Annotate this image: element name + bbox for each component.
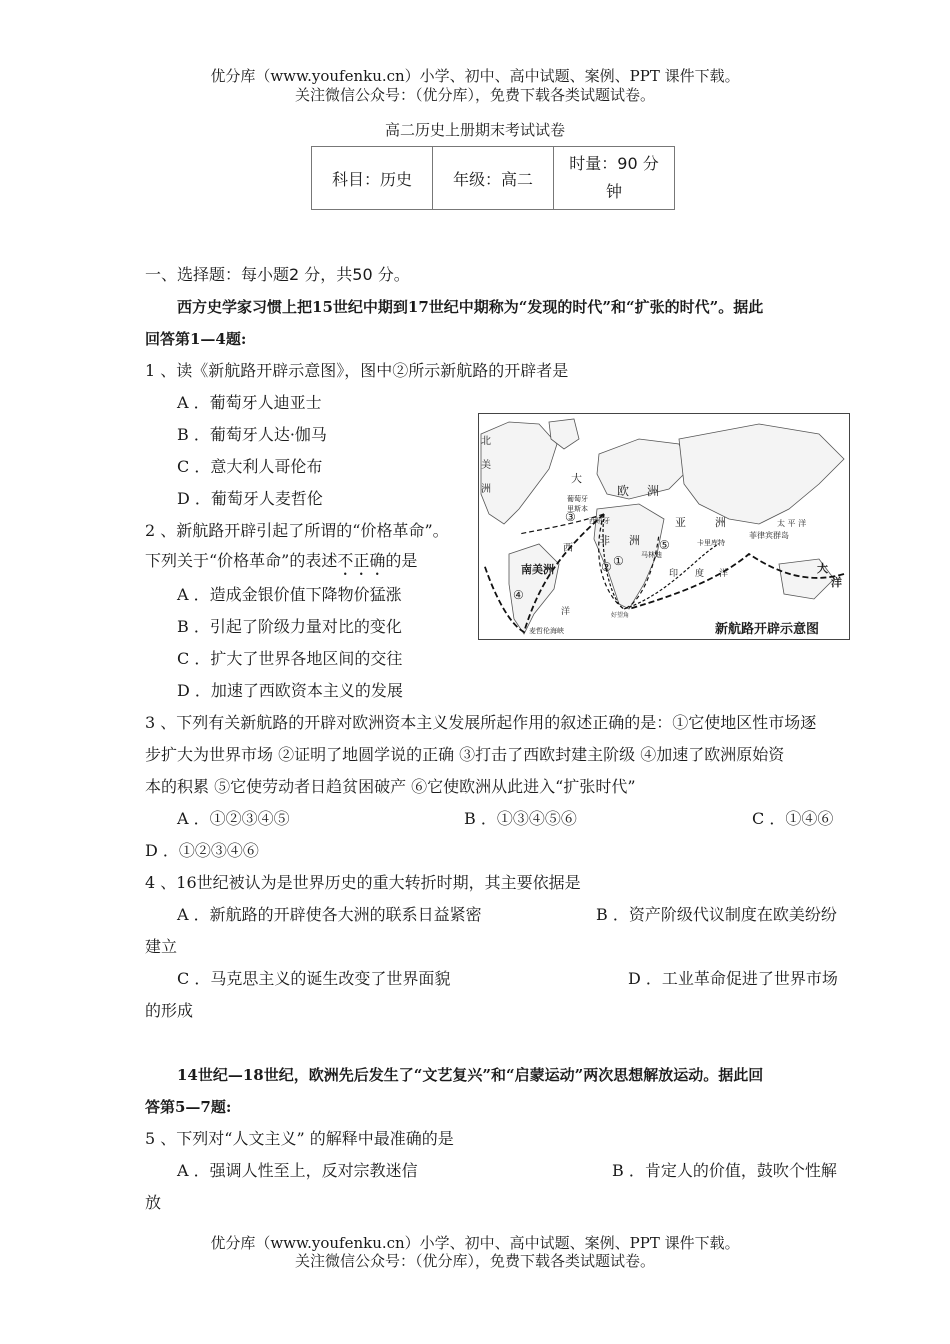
header-line-2: 关注微信公众号：（优分库），免费下载各类试题试卷。 <box>294 86 655 104</box>
europe-shape <box>597 439 689 499</box>
section-2-intro-line-2: 答第5—7题: <box>145 1098 232 1116</box>
q2-option-d: D ．加速了西欧资本主义的发展 <box>177 681 403 700</box>
label-north-3: 洲 <box>481 484 491 495</box>
label-europe-1: 欧 <box>617 484 630 498</box>
label-philippines: 菲律宾群岛 <box>749 531 789 540</box>
exam-title: 高二历史上册期末考试试卷 <box>384 121 565 139</box>
label-indian-3: 洋 <box>719 569 729 579</box>
q2-option-b: B ．引起了阶级力量对比的变化 <box>177 617 402 636</box>
section-1-intro-line-1: 西方史学家习惯上把15世纪中期到17世纪中期称为“发现的时代”和“扩张的时代”。据此 <box>177 298 764 316</box>
label-atlantic: 洋 <box>561 607 571 617</box>
q5-option-a: A ．强调人性至上，反对宗教迷信 <box>177 1161 418 1180</box>
section-2-intro-line-1: 14世纪—18世纪，欧洲先后发生了“文艺复兴”和“启蒙运动”两次思想解放运动。据此回 <box>177 1066 764 1084</box>
q2-option-a: A ．造成金银价值下降物价猛涨 <box>177 585 402 604</box>
q1-option-c: C ．意大利人哥伦布 <box>177 457 323 476</box>
q4-option-a: A ．新航路的开辟使各大洲的联系日益紧密 <box>177 905 482 924</box>
q3-stem-line-2: 步扩大为世界市场 ②证明了地圆学说的正确 ③打击了西欧封建主阶级 ④加速了欧洲原始资 <box>145 745 785 764</box>
time-line-2: 钟 <box>605 182 622 201</box>
footer-line-2: 关注微信公众号：（优分库），免费下载各类试题试卷。 <box>294 1252 655 1270</box>
route-number-4: ④ <box>513 588 524 602</box>
route-number-5: ⑤ <box>659 538 670 552</box>
q2-stem-line-2 <box>145 551 417 579</box>
label-south-america: 南美洲 <box>521 563 554 576</box>
map-title: 新航路开辟示意图 <box>715 622 820 637</box>
q2-stem-line-1: 2 、新航路开辟引起了所谓的“价格革命”。 <box>145 521 449 540</box>
label-north-2: 美 <box>481 460 491 471</box>
q2-option-c: C ．扩大了世界各地区间的交往 <box>177 649 403 668</box>
time-cell <box>554 147 675 210</box>
q3-option-a: A ．①②③④⑤ <box>177 809 290 828</box>
label-asia-2: 洲 <box>715 516 726 529</box>
q1-option-b: B ．葡萄牙人达·伽马 <box>177 425 327 444</box>
q1-option-a: A ．葡萄牙人迪亚士 <box>177 393 322 412</box>
label-indian-2: 度 <box>695 569 705 579</box>
q4-option-c: C ．马克思主义的诞生改变了世界面貌 <box>177 969 451 988</box>
q3-option-c: C ．①④⑥ <box>752 809 834 828</box>
q5-option-b-cont: 放 <box>145 1193 162 1212</box>
label-calicut: 卡里库特 <box>697 539 725 547</box>
label-malindi: 马林迪 <box>641 551 662 559</box>
route-number-1: ① <box>613 554 624 568</box>
section-1-intro-line-2: 回答第1—4题: <box>145 330 247 348</box>
label-portugal: 葡萄牙 <box>567 495 588 503</box>
label-cape: 好望角 <box>611 612 630 619</box>
label-africa-2: 洲 <box>629 534 640 547</box>
label-ocean-yang: 洋 <box>831 576 842 589</box>
label-spain: 西班牙 <box>589 517 610 525</box>
route-number-3: ③ <box>565 510 576 524</box>
section-1-heading: 一、选择题：每小题2 分，共50 分。 <box>145 265 410 284</box>
route-number-2: ② <box>601 560 612 574</box>
q3-option-d: D ．①②③④⑥ <box>145 841 259 860</box>
q5-stem: 5 、下列对“人文主义” 的解释中最准确的是 <box>145 1129 454 1148</box>
label-da: 大 <box>571 472 582 485</box>
q3-stem-line-1: 3 、下列有关新航路的开辟对欧洲资本主义发展所起作用的叙述正确的是：①它使地区性市场逐 <box>145 713 817 732</box>
label-north-1: 北 <box>481 436 491 447</box>
q3-option-b: B ．①③④⑤⑥ <box>464 809 577 828</box>
q4-option-d: D ．工业革命促进了世界市场 <box>628 969 838 988</box>
q4-stem: 4 、16世纪被认为是世界历史的重大转折时期，其主要依据是 <box>145 873 581 892</box>
asia-shape <box>679 424 844 524</box>
q2-stem-part-a: 下列关于“价格革命”的表述 <box>145 551 338 570</box>
grade-cell: 年级：高二 <box>433 147 554 210</box>
q5-option-b: B ．肯定人的价值，鼓吹个性解 <box>612 1161 837 1180</box>
label-pacific: 太 平 洋 <box>777 519 807 528</box>
label-africa-1: 非 <box>599 534 610 547</box>
new-routes-map <box>478 413 850 640</box>
q2-stem-part-c: 的是 <box>385 551 418 570</box>
q2-emphasis-not-correct: 不正确 <box>337 551 386 570</box>
q4-option-b: B ．资产阶级代议制度在欧美纷纷 <box>596 905 837 924</box>
label-ocean-da: 大 <box>817 562 828 575</box>
q1-option-d: D ．葡萄牙人麦哲伦 <box>177 489 323 508</box>
time-line-1: 时量：90 分 <box>569 154 659 173</box>
q1-stem: 1 、读《新航路开辟示意图》，图中②所示新航路的开辟者是 <box>145 361 569 380</box>
q3-stem-line-3: 本的积累 ⑤它使劳动者日趋贫困破产 ⑥它使欧洲从此进入“扩张时代” <box>145 777 636 796</box>
label-lisbon: 里斯本 <box>567 505 588 513</box>
label-west: 西 <box>563 543 573 554</box>
footer-line-1: 优分库（www.youfenku.cn）小学、初中、高中试题、案例、PPT 课件下载。 <box>210 1234 740 1252</box>
north-america-shape <box>481 422 557 524</box>
label-europe-2: 洲 <box>647 484 660 498</box>
q4-option-d-cont: 的形成 <box>145 1001 194 1020</box>
exam-info-table <box>311 146 675 210</box>
label-magellan-strait: 麦哲伦海峡 <box>529 627 564 635</box>
subject-cell: 科目：历史 <box>312 147 433 210</box>
header-line-1: 优分库（www.youfenku.cn）小学、初中、高中试题、案例、PPT 课件下载。 <box>210 67 740 85</box>
q4-option-b-cont: 建立 <box>145 937 178 956</box>
label-indian-1: 印 <box>669 569 679 579</box>
label-asia-1: 亚 <box>675 516 686 529</box>
